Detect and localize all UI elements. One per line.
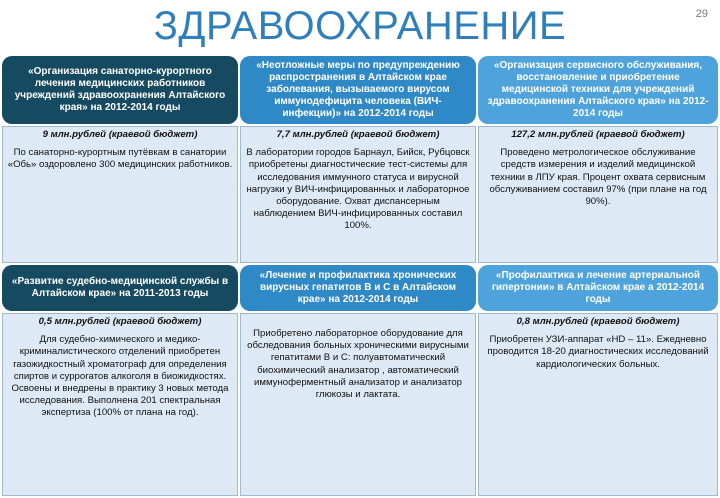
program-description: Приобретен УЗИ-аппарат «HD – 11». Ежедневно проводится 18-20 диагностических исследований кардиологических больных. [487, 334, 709, 370]
slide-title: ЗДРАВООХРАНЕНИЕ [153, 4, 567, 48]
budget-label: 0,8 млн.рублей (краевой бюджет) [516, 316, 680, 327]
program-body-forensic [2, 313, 238, 496]
program-header-sanatorium [2, 56, 238, 124]
program-description: Приобретено лабораторное оборудование для обследования больных хроническими вирусными гепатитами В и С: полуавтоматический биохимический анализатор , автоматический иммуноферментный анализатор и анализатор глюкозы и лактата. [247, 328, 469, 401]
program-description: Для судебно-химического и медико-криминалистического отделений приобретен газожидкостный хроматограф для определения спиртов и суррогатов алкоголя в биожидкостях. Освоены и внедрены в практику 3 новых метода исследования. Выполнена 201 спектральная экспертиза (100% от плана на год). [11, 334, 229, 419]
program-header-hypertension [478, 265, 718, 311]
page-number: 29 [695, 8, 708, 20]
program-header-hepatitis [240, 265, 476, 311]
budget-label: 0,5 млн.рублей (краевой бюджет) [38, 316, 202, 327]
program-description: По санаторно-курортным путёвкам в санатории «Обь» оздоровлено 300 медицинских работников. [7, 147, 233, 171]
program-description: Проведено метрологическое обслуживание средств измерения и изделий медицинской техники в ЛПУ края. Процент охвата сервисным обслуживанием составил 97% (при плане на год 90%). [489, 147, 707, 208]
program-header-text: «Лечение и профилактика хронических вирусных гепатитов В и С в Алтайском крае» на 2012-2014 годы [259, 270, 457, 305]
program-header-text: «Организация сервисного обслуживания, восстановление и приобретение медицинской техники для учреждений здравоохранения Алтайского края» на 2012-2014 годы [487, 60, 709, 119]
budget-label: 7,7 млн.рублей (краевой бюджет) [276, 129, 440, 140]
program-body-sanatorium [2, 126, 238, 263]
program-header-text: «Неотложные меры по предупреждению распространения в Алтайском крае заболевания, вызываемого вирусом иммунодефицита человека (ВИЧ-инфекции)» на 2012-2014 годы [256, 60, 460, 119]
program-header-text: «Профилактика и лечение артериальной гипертонии» в Алтайском крае а 2012-2014 годы [491, 270, 705, 305]
program-header-text: «Организация санаторно-курортного лечения медицинских работников учреждений здравоохранения Алтайского края» на 2012-2014 годы [14, 66, 226, 113]
program-header-text: «Развитие судебно-медицинской службы в Алтайском крае» на 2011-2013 годы [11, 276, 229, 299]
program-description: В лаборатории городов Барнаул, Бийск, Рубцовск приобретены диагностические тест-системы для исследования иммунного статуса и вирусной нагрузки у ВИЧ-инфицированных и лабораторное оборудование. Охват диспансерным наблюдением ВИЧ-инфицированных составил 100%. [246, 147, 470, 232]
program-header-forensic [2, 265, 238, 311]
program-header-medtech [478, 56, 718, 124]
program-body-hypertension [478, 313, 718, 496]
program-body-hiv [240, 126, 476, 263]
program-body-medtech [478, 126, 718, 263]
program-header-hiv [240, 56, 476, 124]
budget-label: 9 млн.рублей (краевой бюджет) [42, 129, 198, 140]
budget-label: 127,2 млн.рублей (краевой бюджет) [511, 129, 685, 140]
program-body-hepatitis [240, 313, 476, 496]
